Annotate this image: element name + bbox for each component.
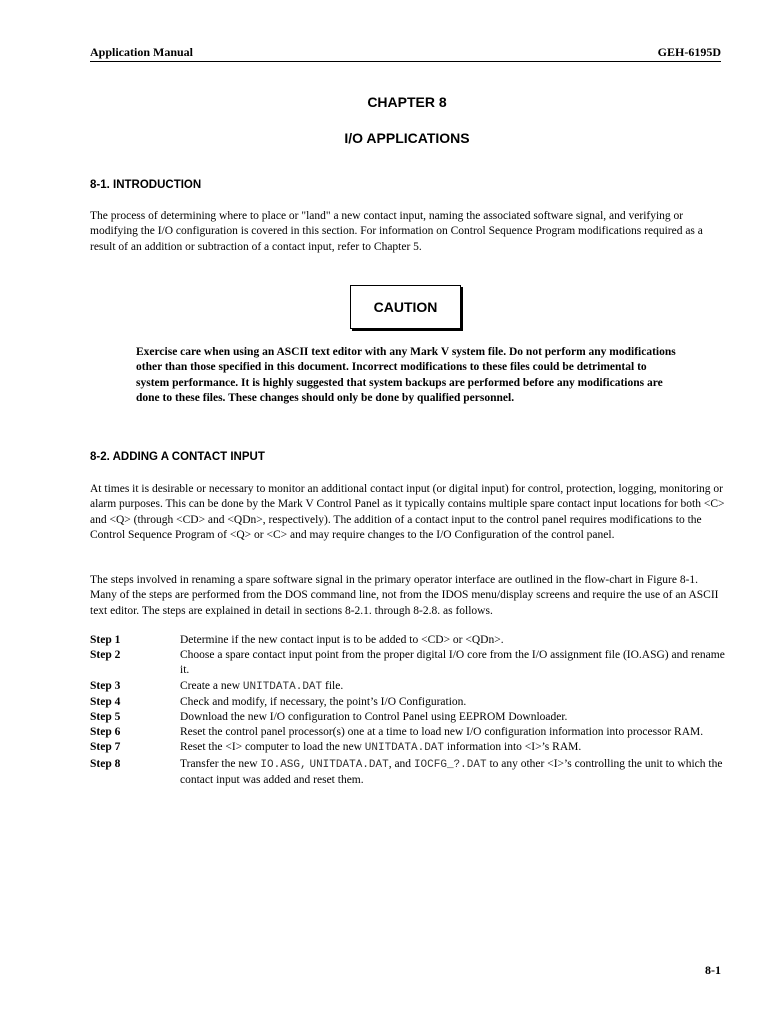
steps-list bbox=[90, 633, 730, 788]
step-item bbox=[90, 725, 730, 740]
step-label: Step 4 bbox=[90, 695, 121, 708]
step-text bbox=[180, 679, 730, 695]
filename-code: UNITDATA.DAT bbox=[242, 680, 323, 693]
step-text: Download the new I/O configuration to Control Panel using EEPROM Downloader. bbox=[180, 711, 568, 724]
step-label: Step 6 bbox=[90, 726, 121, 739]
step-label: Step 8 bbox=[90, 757, 121, 770]
filename-code: IOCFG_?.DAT bbox=[413, 758, 487, 771]
step-item bbox=[90, 695, 730, 710]
filename-code: UNITDATA.DAT bbox=[364, 742, 444, 755]
step-label: Step 2 bbox=[90, 649, 121, 662]
introduction-paragraph: The process of determining where to place or "land" a new contact input, naming the associated software signal, and verifying or modifying the I/O configuration is covered in this section. For information on Control Sequence Program modifications required as a result of an addition or subtraction of a contact input, refer to Chapter 5. bbox=[90, 210, 703, 253]
step-label: Step 1 bbox=[90, 634, 121, 646]
step-text bbox=[180, 757, 730, 788]
step-text-pre: Create a new bbox=[180, 679, 243, 692]
step-text-post: file. bbox=[322, 679, 344, 692]
step-text: Reset the control panel processor(s) one at a time to load new I/O configuration information into processor RAM. bbox=[180, 726, 704, 739]
step-text-post: information into <I>’s RAM. bbox=[444, 741, 582, 754]
step-item bbox=[90, 757, 730, 788]
step-label: Step 7 bbox=[90, 741, 121, 754]
step-item bbox=[90, 648, 730, 678]
step-text bbox=[180, 740, 730, 756]
step-item bbox=[90, 740, 730, 756]
page-number: 8-1 bbox=[705, 963, 721, 977]
step-label: Step 3 bbox=[90, 679, 121, 692]
adding-paragraph-2: The steps involved in renaming a spare software signal in the primary operator interface are outlined in the flow-chart in Figure 8-1. Many of the steps are performed from the DOS command line, not from the IDOS menu/display screens and require the use of an ASCII text editor. The steps are explained in detail in sections 8-2.1. through 8-2.8. as follows. bbox=[90, 574, 719, 617]
step-label: Step 5 bbox=[90, 711, 121, 724]
header-rule bbox=[90, 61, 721, 62]
header-document-number: GEH-6195D bbox=[657, 45, 721, 59]
section-heading-introduction: 8-1. INTRODUCTION bbox=[90, 179, 202, 191]
step-text: Check and modify, if necessary, the point’s I/O Configuration. bbox=[180, 695, 467, 708]
step-item bbox=[90, 633, 730, 648]
step-text-pre: Transfer the new bbox=[180, 757, 261, 770]
filename-code: IO.ASG, bbox=[260, 758, 307, 771]
step-text-pre: Reset the <I> computer to load the new bbox=[180, 741, 365, 754]
filename-code: UNITDATA.DAT bbox=[309, 758, 389, 771]
step-text-mid: , and bbox=[388, 757, 414, 770]
caution-text: Exercise care when using an ASCII text editor with any Mark V system file. Do not perform any modifications other than those specified in this document. Incorrect modifications to these files could be detrimental to system performance. It is highly suggested that system backups are performed before any modifications are done to these files. These changes should only be done by qualified personnel. bbox=[136, 346, 676, 404]
chapter-title: I/O APPLICATIONS bbox=[344, 130, 470, 146]
step-item bbox=[90, 679, 730, 695]
chapter-number: CHAPTER 8 bbox=[367, 94, 447, 110]
step-item bbox=[90, 710, 730, 725]
step-text-post: to any other <I>’s controlling the unit to which the contact input was added and reset them. bbox=[180, 757, 723, 786]
adding-paragraph-1: At times it is desirable or necessary to monitor an additional contact input (or digital input) for control, protection, logging, monitoring or alarm purposes. This can be done by the Mark V Control Panel as it typically contains multiple spare contact input locations for both <C> and <Q> (through <CD> and <QDn>, respectively). The addition of a contact input to the control panel requires modifications to the Control Sequence Program of <Q> or <C> and may require changes to the I/O Configuration of the control panel. bbox=[90, 483, 725, 541]
section-heading-adding-contact-input: 8-2. ADDING A CONTACT INPUT bbox=[90, 451, 265, 463]
step-text: Determine if the new contact input is to be added to <CD> or <QDn>. bbox=[180, 634, 504, 646]
caution-box bbox=[350, 285, 461, 329]
step-text: Choose a spare contact input point from the proper digital I/O core from the I/O assignment file (IO.ASG) and rename it. bbox=[180, 649, 725, 677]
caution-label: CAUTION bbox=[373, 299, 438, 315]
header-manual-title: Application Manual bbox=[90, 45, 194, 59]
